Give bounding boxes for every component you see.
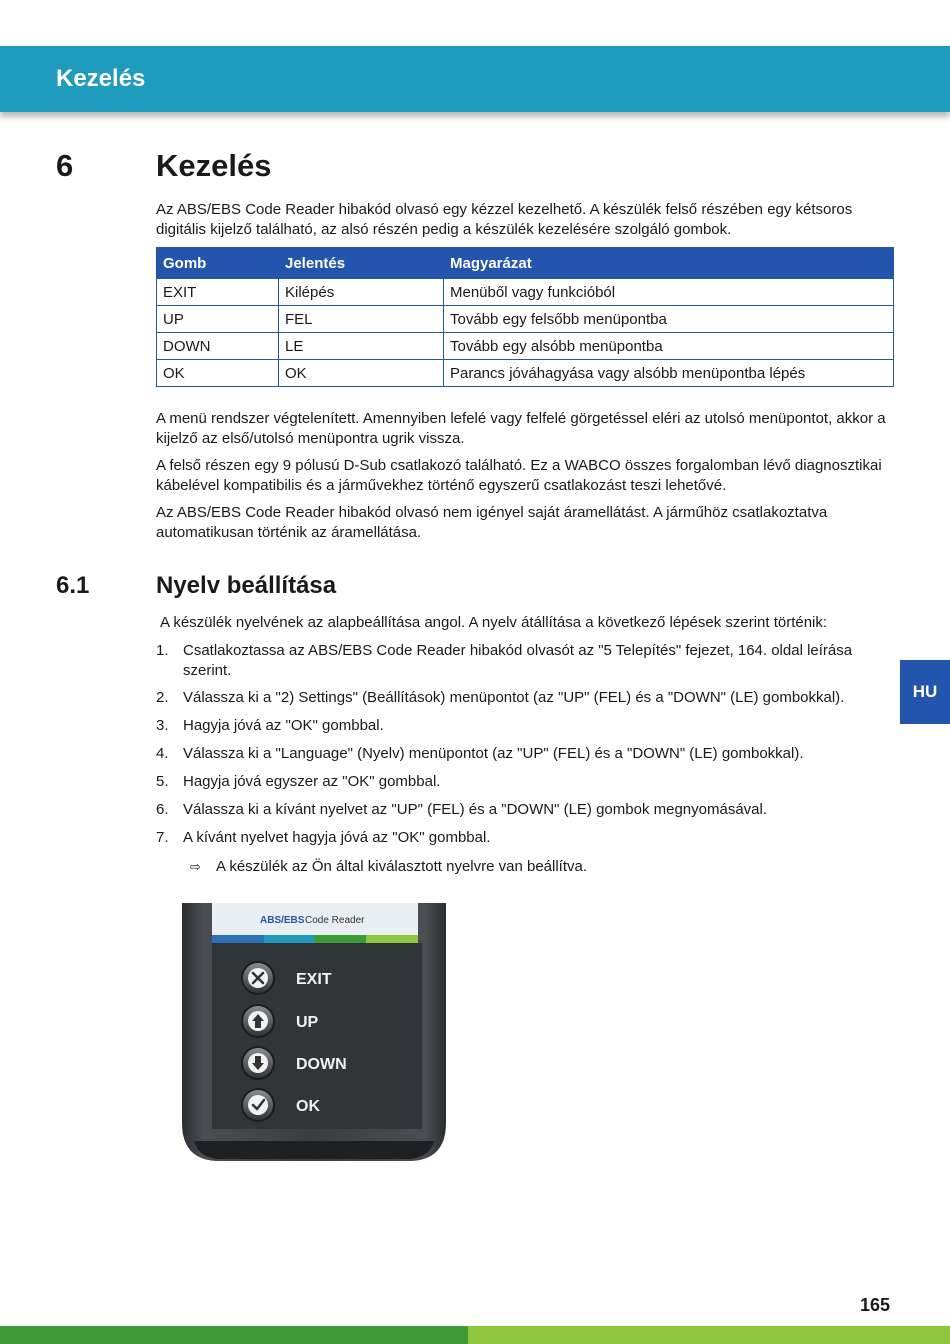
- device-illustration: [176, 903, 452, 1165]
- paragraph: Az ABS/EBS Code Reader hibakód olvasó nem igényel saját áramellátást. A járműhöz csatlakoztatva automatikusan történik az áramellátása.: [156, 504, 828, 541]
- language-tab: HU: [900, 660, 950, 724]
- device-label-brand: ABS/EBS: [260, 915, 305, 926]
- table-cell: EXIT: [157, 279, 279, 306]
- up-button-label: UP: [296, 1014, 319, 1031]
- button-table: [156, 247, 894, 387]
- ok-button-label: OK: [296, 1098, 320, 1115]
- step-text: Hagyja jóvá egyszer az "OK" gombbal.: [183, 773, 441, 790]
- table-cell: Menüből vagy funkcióból: [444, 279, 894, 306]
- table-cell: DOWN: [157, 333, 279, 360]
- step-number: 7.: [156, 829, 169, 846]
- table-cell: OK: [279, 360, 444, 387]
- step-number: 5.: [156, 773, 169, 790]
- table-cell: FEL: [279, 306, 444, 333]
- section-number: 6: [56, 148, 74, 183]
- steps-list: [156, 641, 896, 848]
- step-text: A kívánt nyelvet hagyja jóvá az "OK" gombbal.: [183, 829, 491, 846]
- step-number: 4.: [156, 745, 169, 762]
- result-text: A készülék az Ön által kiválasztott nyelvre van beállítva.: [216, 858, 588, 875]
- table-header-row: [157, 248, 894, 279]
- down-button-label: DOWN: [296, 1056, 347, 1073]
- exit-button-label: EXIT: [296, 971, 332, 988]
- list-item: [156, 744, 896, 764]
- subsection-number: 6.1: [56, 572, 90, 599]
- section-title: Kezelés: [156, 148, 272, 183]
- step-number: 3.: [156, 717, 169, 734]
- table-header-cell: Jelentés: [279, 248, 444, 279]
- list-item: [156, 772, 896, 792]
- subsection-title: Nyelv beállítása: [156, 572, 337, 599]
- step-text: Csatlakoztassa az ABS/EBS Code Reader hibakód olvasót az "5 Telepítés" fejezet, 164. oldal leírása szerint.: [183, 642, 853, 679]
- table-header-cell: Magyarázat: [444, 248, 894, 279]
- table-cell: Tovább egy alsóbb menüpontba: [444, 333, 894, 360]
- step-number: 2.: [156, 689, 169, 706]
- result-arrow-icon: ⇨: [190, 859, 201, 874]
- step-number: 1.: [156, 642, 169, 659]
- subsection-intro: A készülék nyelvének az alapbeállítása angol. A nyelv átállítása a következő lépések szerint történik:: [160, 614, 828, 631]
- step-text: Hagyja jóvá az "OK" gombbal.: [183, 717, 384, 734]
- table-cell: Kilépés: [279, 279, 444, 306]
- table-row: [157, 360, 894, 387]
- footer-bar-right: [468, 1326, 950, 1344]
- header-bar: [0, 46, 950, 112]
- step-text: Válassza ki a kívánt nyelvet az "UP" (FEL) és a "DOWN" (LE) gombok megnyomásával.: [183, 801, 768, 818]
- table-row: [157, 306, 894, 333]
- result-line: [190, 857, 587, 877]
- step-text: Válassza ki a "Language" (Nyelv) menüpontot (az "UP" (FEL) és a "DOWN" (LE) gombokkal).: [183, 745, 804, 762]
- table-row: [157, 333, 894, 360]
- header-title: Kezelés: [56, 65, 146, 92]
- footer-bar-left: [0, 1326, 468, 1344]
- page-number: 165: [860, 1295, 891, 1315]
- step-number: 6.: [156, 801, 169, 818]
- list-item: [156, 716, 896, 736]
- table-cell: OK: [157, 360, 279, 387]
- list-item: [156, 828, 896, 848]
- list-item: [156, 800, 896, 820]
- table-header-cell: Gomb: [157, 248, 279, 279]
- paragraph: A menü rendszer végtelenített. Amennyiben lefelé vagy felfelé görgetéssel eléri az utolsó menüpontot, akkor a kijelző az első/utolsó menüpontra ugrik vissza.: [156, 410, 886, 447]
- list-item: [156, 641, 896, 680]
- paragraph: A felső részen egy 9 pólusú D-Sub csatlakozó található. Ez a WABCO összes forgalomban lévő diagnosztikai kábelével kompatibilis és a járművekhez történő egyszerű csatlakozást teszi lehetővé.: [156, 457, 882, 494]
- section-intro: Az ABS/EBS Code Reader hibakód olvasó egy kézzel kezelhető. A készülék felső részében egy kétsoros digitális kijelző található, az alsó részén pedig a készülék kezelésére szolgáló gombok.: [156, 201, 853, 238]
- step-text: Válassza ki a "2) Settings" (Beállítások) menüpontot (az "UP" (FEL) és a "DOWN" (LE) gombokkal).: [183, 689, 845, 706]
- list-item: [156, 688, 896, 708]
- code-reader-device-icon: [176, 903, 452, 1165]
- table-cell: Parancs jóváhagyása vagy alsóbb menüpontba lépés: [444, 360, 894, 387]
- table-cell: Tovább egy felsőbb menüpontba: [444, 306, 894, 333]
- table-row: [157, 279, 894, 306]
- table-cell: LE: [279, 333, 444, 360]
- device-label-rest: Code Reader: [305, 915, 365, 926]
- table-cell: UP: [157, 306, 279, 333]
